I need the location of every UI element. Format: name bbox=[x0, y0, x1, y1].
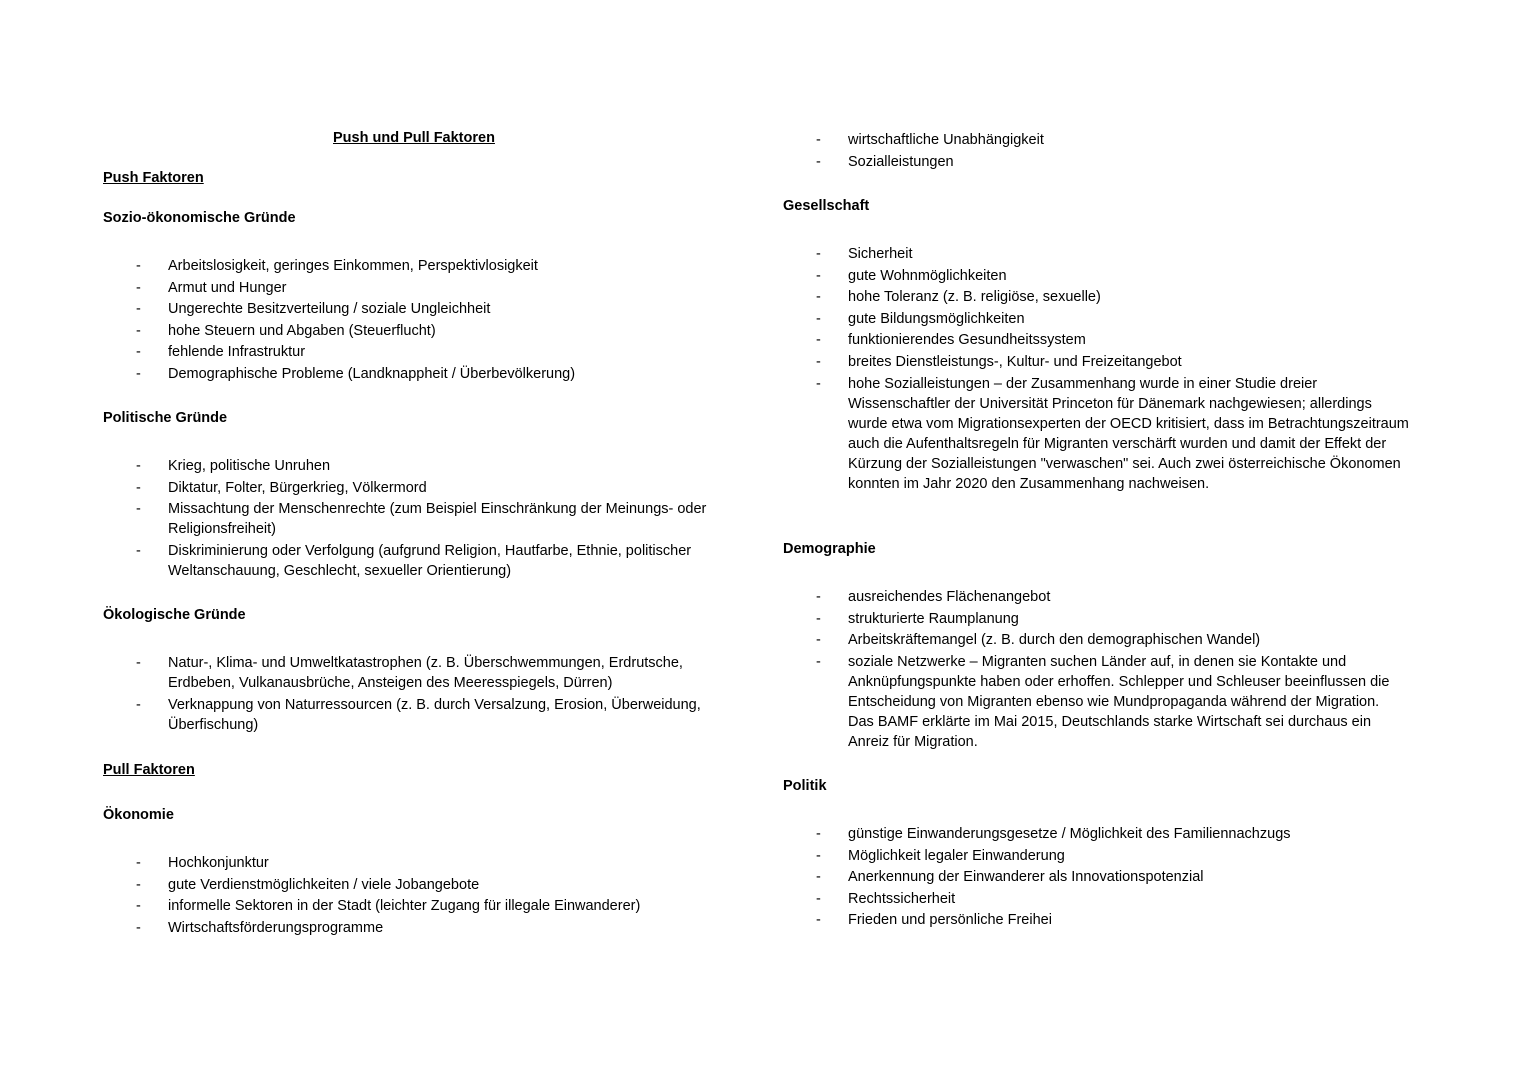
list-item: - Wirtschaftsförderungsprogramme bbox=[103, 918, 723, 938]
oekonomie-list bbox=[103, 853, 723, 939]
list-item: - Missachtung der Menschenrechte (zum Beispiel Einschränkung der Meinungs- oder Religionsfreiheit) bbox=[103, 499, 708, 539]
list-item: - hohe Sozialleistungen – der Zusammenhang wurde in einer Studie dreier Wissenschaftler der Universität Princeton für Dänemark nachgewiesen; allerdings wurde etwa vom Migrationsexperten der OECD kritisiert, dass im Betrachtungszeitraum auch die Aufenthaltsregeln für Migranten verschärft wurden und damit der Effekt der Kürzung der Sozialleistungen "verwaschen" sei. Auch zwei österreichische Ökonomen konnten im Jahr 2020 den Zusammenhang nachweisen. bbox=[783, 374, 1413, 494]
gesellschaft-heading: Gesellschaft bbox=[783, 198, 870, 214]
continued-list bbox=[783, 130, 1403, 173]
oekologisch-list bbox=[103, 653, 723, 736]
list-item: - Arbeitskräftemangel (z. B. durch den demographischen Wandel) bbox=[783, 630, 1393, 650]
list-item: - Frieden und persönliche Freihei bbox=[783, 910, 1403, 930]
list-item: - breites Dienstleistungs-, Kultur- und Freizeitangebot bbox=[783, 352, 1413, 372]
sozio-list bbox=[103, 256, 723, 386]
oekologisch-heading: Ökologische Gründe bbox=[103, 607, 246, 623]
list-item: - strukturierte Raumplanung bbox=[783, 609, 1393, 629]
list-item: - fehlende Infrastruktur bbox=[103, 342, 723, 362]
demographie-list bbox=[783, 587, 1393, 753]
list-item: - Sicherheit bbox=[783, 244, 1413, 264]
list-item: - Anerkennung der Einwanderer als Innovationspotenzial bbox=[783, 867, 1403, 887]
list-item: - Hochkonjunktur bbox=[103, 853, 723, 873]
politik-heading: Politik bbox=[783, 778, 827, 794]
demographie-heading: Demographie bbox=[783, 541, 876, 557]
gesellschaft-list bbox=[783, 244, 1413, 495]
list-item: - hohe Steuern und Abgaben (Steuerflucht) bbox=[103, 321, 723, 341]
list-item: - gute Wohnmöglichkeiten bbox=[783, 266, 1413, 286]
list-item: - Armut und Hunger bbox=[103, 278, 723, 298]
page-title: Push und Pull Faktoren bbox=[333, 130, 495, 146]
list-item: - Demographische Probleme (Landknappheit / Überbevölkerung) bbox=[103, 364, 723, 384]
oekonomie-heading: Ökonomie bbox=[103, 807, 174, 823]
sozio-heading: Sozio-ökonomische Gründe bbox=[103, 210, 296, 226]
list-item: - Diskriminierung oder Verfolgung (aufgrund Religion, Hautfarbe, Ethnie, politischer Weltanschauung, Geschlecht, sexueller Orientierung) bbox=[103, 541, 723, 581]
list-item: - günstige Einwanderungsgesetze / Möglichkeit des Familiennachzugs bbox=[783, 824, 1403, 844]
list-item: - Natur-, Klima- und Umweltkatastrophen (z. B. Überschwemmungen, Erdrutsche, Erdbeben, Vulkanausbrüche, Ansteigen des Meeresspiegels, Dürren) bbox=[103, 653, 723, 693]
politisch-list bbox=[103, 456, 723, 582]
list-item: - Möglichkeit legaler Einwanderung bbox=[783, 846, 1403, 866]
list-item: - gute Bildungsmöglichkeiten bbox=[783, 309, 1413, 329]
list-item: - Ungerechte Besitzverteilung / soziale Ungleichheit bbox=[103, 299, 723, 319]
list-item: - Verknappung von Naturressourcen (z. B. durch Versalzung, Erosion, Überweidung, Überfischung) bbox=[103, 695, 723, 735]
politisch-heading: Politische Gründe bbox=[103, 410, 228, 426]
list-item: - gute Verdienstmöglichkeiten / viele Jobangebote bbox=[103, 875, 723, 895]
list-item: - Arbeitslosigkeit, geringes Einkommen, Perspektivlosigkeit bbox=[103, 256, 723, 276]
push-heading: Push Faktoren bbox=[103, 170, 204, 186]
list-item: - Diktatur, Folter, Bürgerkrieg, Völkermord bbox=[103, 478, 723, 498]
list-item: - Rechtssicherheit bbox=[783, 889, 1403, 909]
list-item: - ausreichendes Flächenangebot bbox=[783, 587, 1393, 607]
list-item: - Krieg, politische Unruhen bbox=[103, 456, 723, 476]
list-item: - funktionierendes Gesundheitssystem bbox=[783, 330, 1413, 350]
pull-heading: Pull Faktoren bbox=[103, 762, 195, 778]
list-item: - wirtschaftliche Unabhängigkeit bbox=[783, 130, 1403, 150]
politik-list bbox=[783, 824, 1403, 932]
list-item: - informelle Sektoren in der Stadt (leichter Zugang für illegale Einwanderer) bbox=[103, 896, 723, 916]
list-item: - Sozialleistungen bbox=[783, 152, 1403, 172]
list-item: - hohe Toleranz (z. B. religiöse, sexuelle) bbox=[783, 287, 1413, 307]
list-item: - soziale Netzwerke – Migranten suchen Länder auf, in denen sie Kontakte und Anknüpfungspunkte haben oder erhoffen. Schlepper und Schleuser beeinflussen die Entscheidung von Migranten ebenso wie Mundpropaganda während der Migration. Das BAMF erklärte im Mai 2015, Deutschlands starke Wirtschaft sei durchaus ein Anreiz für Migration. bbox=[783, 652, 1393, 752]
